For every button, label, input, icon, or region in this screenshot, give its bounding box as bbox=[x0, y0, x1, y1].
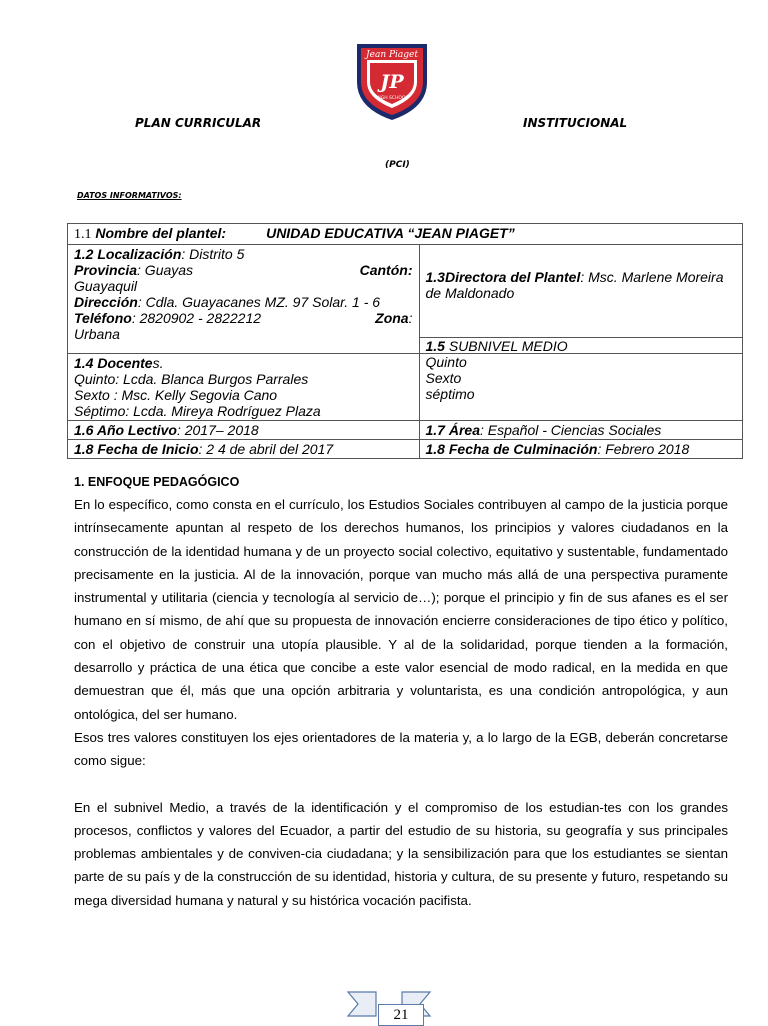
paragraph-valores: En lo específico, como consta en el currículo, los Estudios Sociales contribuyen al campo de la justicia porque intrínsecamente apuntan al respeto de los derechos humanos, los principios y valores ciudadanos en la construcción de la identidad humana y de un proyecto social colectivo, equitativo y sustentable, fundamentado precisamente en la justicia. Al de la innovación, porque van mucho más allá de una perspectiva puramente instrumental y utilitaria (ciencia y tecnología al servicio de…); porque el principio y fin de sus afanes es el ser humano en sí mismo, de ahí que su propuesta de innovación encierre consideraciones de tipo ético y político, con el objetivo de construir una utopía plausible. Y al de la solidaridad, porque tienden a la formación, desarrollo y práctica de una ética que concibe a este valor esencial de modo radical, en la medida en que demuestran que él, más que una opción arbitraria y voluntarista, es una condición antropológica, y aun ontológica, del ser humano. bbox=[74, 497, 728, 722]
subnivel-cell bbox=[419, 338, 743, 421]
paragraph-spacer bbox=[74, 773, 728, 796]
ano-lectivo-value: : 2017– 2018 bbox=[176, 422, 259, 438]
localizacion-cell bbox=[68, 245, 420, 354]
area-value: : Español - Ciencias Sociales bbox=[479, 422, 662, 438]
docente-sexto: Sexto : Msc. Kelly Segovia Cano bbox=[74, 387, 278, 403]
area-label: 1.7 Área bbox=[425, 422, 480, 438]
docente-septimo: Séptimo: Lcda. Mireya Rodríguez Plaza bbox=[74, 403, 321, 419]
provincia-value: : Guayas bbox=[137, 262, 194, 278]
area-cell bbox=[419, 421, 743, 440]
zona-value: Urbana bbox=[74, 326, 120, 342]
subnivel-value: SUBNIVEL MEDIO bbox=[444, 338, 568, 354]
directora-label: 1.3Directora del Plantel bbox=[425, 269, 581, 285]
fecha-culminacion-label: 1.8 Fecha de Culminación bbox=[425, 441, 598, 457]
docentes-label: 1.4 Docente bbox=[74, 355, 153, 371]
fecha-inicio-cell bbox=[68, 440, 420, 459]
direccion-label: Dirección bbox=[74, 294, 138, 310]
docentes-suffix: s. bbox=[152, 355, 164, 371]
localizacion-value: : Distrito 5 bbox=[181, 246, 245, 262]
fecha-culminacion-value: : Febrero 2018 bbox=[597, 441, 690, 457]
canton-value: Guayaquil bbox=[74, 278, 138, 294]
telefono-label: Teléfono bbox=[74, 310, 132, 326]
section-heading: 1. ENFOQUE PEDAGÓGICO bbox=[74, 475, 240, 489]
paragraph-ejes: Esos tres valores constituyen los ejes orientadores de la materia y, a lo largo de la EGB, deberán concretarse como sigue: bbox=[74, 729, 728, 769]
nombre-num: 1.1 bbox=[74, 227, 92, 242]
fecha-inicio-value: : 2 4 de abril del 2017 bbox=[198, 441, 334, 457]
logo-top-text: Jean Piaget bbox=[366, 50, 418, 60]
fecha-inicio-label: 1.8 Fecha de Inicio bbox=[74, 441, 199, 457]
document-subtitle: (PCI) bbox=[385, 160, 410, 170]
directora-value: : Msc. Marlene Moreira de Maldonado bbox=[425, 269, 724, 301]
ano-lectivo-label: 1.6 Año Lectivo bbox=[74, 422, 177, 438]
direccion-value: : Cdla. Guayacanes MZ. 97 Solar. 1 - 6 bbox=[137, 294, 381, 310]
paragraph-subnivel-medio: En el subnivel Medio, a través de la identificación y el compromiso de los estudian-tes con los grandes procesos, conflictos y valores del Ecuador, a partir del estudio de su historia, su geografía y sus principales problemas ambientales y de conviven-cia ciudadana; y la sensibilización para que los estudiantes se sientan parte de su país y de la construcción de su identidad, historia y cultura, de su presente y futuro, respetando su mega diversidad humana y natural y su histórica vocación pacifista. bbox=[74, 799, 728, 908]
ano-lectivo-cell bbox=[68, 421, 420, 440]
title-institucional: INSTITUCIONAL bbox=[523, 116, 628, 130]
page-number: 21 bbox=[378, 1004, 424, 1026]
subnivel-label: 1.5 bbox=[425, 338, 445, 354]
localizacion-label: 1.2 Localización bbox=[74, 246, 182, 262]
document-title bbox=[0, 116, 768, 134]
logo-monogram: JP bbox=[380, 71, 404, 93]
provincia-label: Provincia bbox=[74, 262, 138, 278]
docentes-cell bbox=[68, 354, 420, 421]
nombre-value: UNIDAD EDUCATIVA “JEAN PIAGET” bbox=[266, 225, 515, 241]
telefono-value: : 2820902 - 2822212 bbox=[131, 310, 262, 326]
table-row bbox=[68, 440, 743, 459]
subnivel-grade-septimo: séptimo bbox=[425, 386, 475, 402]
zona-label: Zona bbox=[375, 310, 409, 326]
subnivel-grade-sexto: Sexto bbox=[425, 370, 462, 386]
school-logo bbox=[351, 38, 433, 122]
datos-informativos-heading: DATOS INFORMATIVOS: bbox=[77, 191, 182, 200]
logo-bottom-text: HIGH SCHOOL bbox=[376, 96, 408, 101]
canton-label: Cantón: bbox=[359, 262, 413, 278]
table-row bbox=[68, 224, 743, 245]
datos-informativos-table bbox=[67, 223, 743, 459]
docente-quinto: Quinto: Lcda. Blanca Burgos Parrales bbox=[74, 371, 309, 387]
nombre-plantel-cell bbox=[68, 224, 743, 245]
table-row bbox=[68, 421, 743, 440]
enfoque-pedagogico-section bbox=[74, 474, 728, 912]
nombre-label: Nombre del plantel: bbox=[91, 225, 227, 241]
subnivel-grade-quinto: Quinto bbox=[425, 354, 467, 370]
fecha-culminacion-cell bbox=[419, 440, 743, 459]
zona-colon: : bbox=[408, 310, 413, 326]
table-row bbox=[68, 354, 743, 421]
title-plan-curricular: PLAN CURRICULAR bbox=[135, 116, 262, 130]
